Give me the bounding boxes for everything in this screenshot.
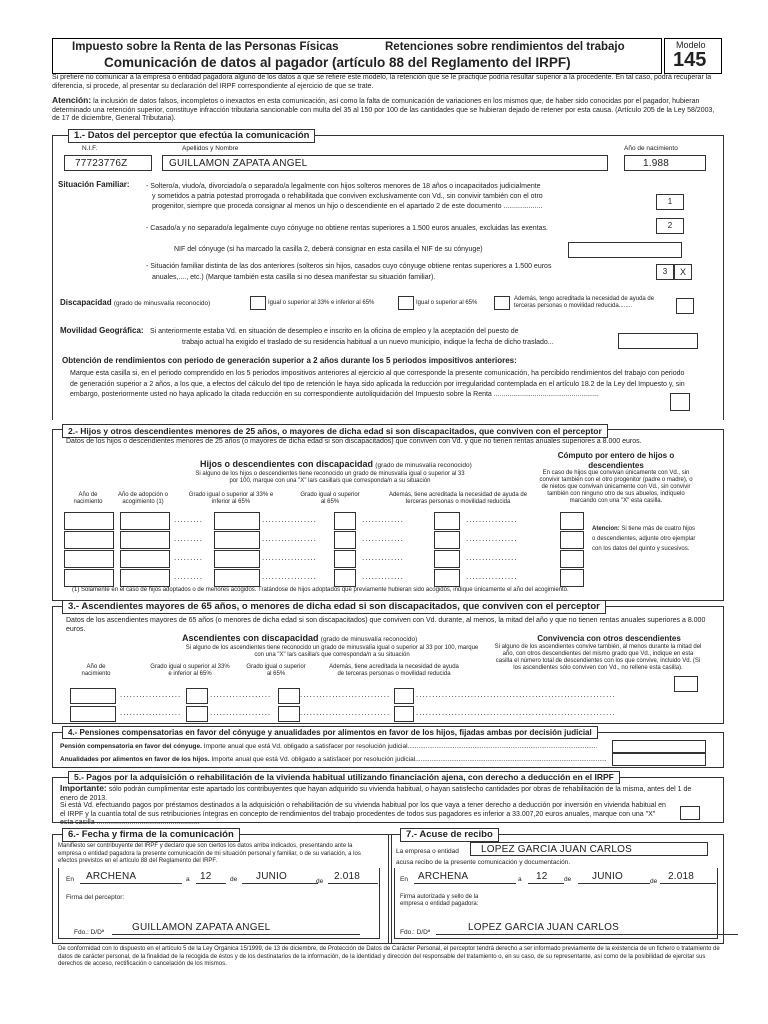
- sec3-dots: ..............................................................: [416, 708, 616, 717]
- sit3-line1: - Situación familiar distinta de las dos anteriores (solteros sin hijos, casados cuyo cónyuge obtiene rentas superiores a 1.500 euros: [146, 263, 552, 270]
- sec3-33-checkbox[interactable]: [186, 688, 208, 704]
- sit3-checkbox[interactable]: X: [674, 264, 692, 280]
- disc-33-label: Igual o superior al 33% e inferior al 65%: [268, 300, 375, 306]
- sec2-adoption-year-field[interactable]: [120, 550, 170, 568]
- sec2-ayuda-checkbox[interactable]: [434, 550, 460, 568]
- sec2-adoption-year-field[interactable]: [120, 569, 170, 587]
- header-subtitle: Comunicación de datos al pagador (artículo 88 del Reglamento del IRPF): [104, 55, 571, 70]
- sec6-firma-label: Firma del perceptor:: [66, 894, 125, 901]
- sec6-de-label-1: de: [230, 876, 238, 883]
- sit1-line1: - Soltero/a, viudo/a, divorciado/a o separado/a legalmente con hijos solteros menores de 18 años o incapacitados judicialmente: [146, 183, 541, 190]
- nif-conyuge-field[interactable]: [568, 242, 682, 258]
- sec7-signer-field[interactable]: LOPEZ GARCIA JUAN CARLOS: [436, 922, 738, 935]
- sec7-de-label-2: de: [650, 878, 658, 885]
- sec2-dots: ................: [466, 515, 518, 524]
- sec6-year-field[interactable]: 2.018: [328, 871, 378, 884]
- sec3-dots: ...................: [120, 690, 182, 699]
- sec7-month-field[interactable]: JUNIO: [578, 871, 650, 884]
- sec3-disc-head: [182, 634, 417, 644]
- sec7-acuse-text: acusa recibo de la presente comunicación y documentación.: [396, 859, 571, 866]
- sec2-65-checkbox[interactable]: [334, 512, 356, 530]
- sec3-ayuda-checkbox[interactable]: [394, 706, 414, 722]
- sec4-row2-text: Importe anual que está Vd. obligado a satisfacer por resolución judicial..........................................................................................................: [211, 756, 607, 763]
- sec4-row2-label: Anualidades por alimentos en favor de los hijos.: [60, 756, 210, 763]
- sec2-computo-head: Cómputo por entero de hijos o descendientes: [557, 451, 675, 470]
- sec2-intro: Datos de los hijos o descendientes menores de 25 años (o mayores de dicha edad si son discapacitados) que conviven con Vd. y que no tienen rentas anuales superiores a 8.000 euros.: [66, 438, 642, 445]
- pension-field[interactable]: [612, 740, 706, 753]
- sit2-checkbox[interactable]: 2: [656, 218, 684, 234]
- sec7-title: 7.- Acuse de recibo: [400, 828, 499, 842]
- sec2-dots: .................: [262, 534, 317, 543]
- sec7-day-field[interactable]: 12: [528, 871, 564, 884]
- sec2-dots: .............: [362, 553, 404, 562]
- sec3-65-checkbox[interactable]: [278, 688, 300, 704]
- sec2-col-33: Grado igual o superior al 33% e inferior al 65%: [188, 492, 274, 505]
- sec2-disc-head: [200, 460, 472, 470]
- sec2-ayuda-checkbox[interactable]: [434, 569, 460, 587]
- sec4-row1: [60, 743, 597, 751]
- sec6-en-label: En: [66, 876, 74, 883]
- sec6-a-label: a: [186, 876, 190, 883]
- sec2-dots: .........: [174, 553, 204, 562]
- sit1-line2: y sometidos a patria potestad prorrogada o rehabilitada que conviven exclusivamente con Vd., sin convivir también con el otro: [152, 193, 543, 200]
- sec2-dots: .................: [262, 515, 317, 524]
- intro-text: Si prefiere no comunicar a la empresa o entidad pagadora alguno de los datos a que se refiere este modelo, la retención que se le practique podría resultar superior a la procedente. En tal caso, podrá recuperar la diferencia, si procede, al presentar su declaración del IRPF correspondiente al ejercicio de que se trate.: [52, 74, 712, 90]
- obtencion-text: Marque esta casilla si, en el periodo comprendido en los 5 periodos impositivos anteriores al ejercicio al que corresponde la presente comunicación, ha percibido rendimientos del trabajo con periodo de generación superior a 2 años, a los que, a efectos del cálculo del tipo de retención le haya sido aplicada la reducción por irregularidad contemplada en el artículo 18.2 de la Ley del Impuesto y, sin embargo, posteriormente usted no haya aplicado la citada reducción en su correspondiente autoliquidación del Impuesto sobre la Renta ......................................................: [70, 370, 685, 398]
- sec2-dots: .................: [262, 572, 317, 581]
- sec2-title: 2.- Hijos y otros descendientes menores de 25 años, o mayores de dicha edad si son discapacitados, que conviven con el perceptor: [62, 424, 608, 438]
- disc-ayuda-label: Además, tengo acreditada la necesidad de ayuda de terceras personas o movilidad reducida........: [514, 296, 655, 309]
- sec3-col-65: Grado igual o superior al 65%: [246, 664, 306, 677]
- sec3-33-checkbox[interactable]: [186, 706, 208, 722]
- movilidad-label: Movilidad Geográfica:: [60, 326, 144, 335]
- sec2-33-checkbox[interactable]: [214, 512, 260, 530]
- sec7-year-field[interactable]: 2.018: [660, 871, 716, 884]
- sec1-title: 1.- Datos del perceptor que efectúa la comunicación: [68, 129, 315, 143]
- modelo-label: Modelo: [676, 40, 706, 50]
- sec6-city-field[interactable]: ARCHENA: [80, 871, 182, 884]
- sec4-title: 4.- Pensiones compensatorias en favor del cónyuge y anualidades por alimentos en favor de los hijos, fijadas ambas por decisión judicial: [62, 726, 598, 739]
- sec7-de-label-1: de: [564, 876, 572, 883]
- sec6-month-field[interactable]: JUNIO: [242, 871, 318, 884]
- sec2-computo-checkbox[interactable]: [560, 531, 584, 549]
- birth-field[interactable]: 1.988: [624, 155, 706, 171]
- sec5-importante: [60, 784, 706, 803]
- sec2-disc-head-title: Hijos o descendientes con discapacidad: [200, 459, 374, 469]
- sec2-65-checkbox[interactable]: [334, 531, 356, 549]
- sec2-dots: .........: [174, 534, 204, 543]
- sec2-computo-checkbox[interactable]: [560, 512, 584, 530]
- sec7-fdo-label: Fdo.: D/Dª: [400, 929, 431, 936]
- sec2-dots: ................: [466, 534, 518, 543]
- sec2-footnote: (1) Solamente en el caso de hijos adoptados o de menores acogidos. Tratándose de hijos adoptados que previamente hubieran sido acogidos, indique únicamente el año del acogimiento.: [72, 587, 569, 593]
- sec2-ayuda-checkbox[interactable]: [434, 531, 460, 549]
- sec3-dots: ............................: [300, 690, 391, 699]
- sec2-atencion-label: Atencion:: [592, 526, 620, 532]
- nif-label: N.I.F.: [82, 145, 98, 152]
- sec6-title: 6.- Fecha y firma de la comunicación: [62, 828, 240, 842]
- obtencion-title: Obtención de rendimientos con periodo de generación superior a 2 años durante los 5 periodos impositivos anteriores:: [62, 356, 517, 365]
- sec2-dots: .............: [362, 572, 404, 581]
- sec2-disc-head-sub: (grado de minusvalía reconocido): [375, 462, 472, 469]
- sec2-ayuda-checkbox[interactable]: [434, 512, 460, 530]
- situacion-label: Situación Familiar:: [58, 180, 130, 189]
- sec2-dots: .........: [174, 515, 204, 524]
- sec2-adoption-year-field[interactable]: [120, 512, 170, 530]
- header-title-left: Impuesto sobre la Renta de las Personas Físicas: [72, 41, 339, 53]
- sit1-line3: progenitor, siempre que proceda consignar al menos un hijo o descendiente en el apartado 2 de este documento ....................: [152, 203, 543, 210]
- sec3-dots: ...................: [210, 708, 272, 717]
- discapacidad-label: Discapacidad: [60, 298, 112, 307]
- sec2-dots: ................: [466, 553, 518, 562]
- sec3-intro: Datos de los ascendientes mayores de 65 años (o menores de dicha edad si son discapacitados) que conviven con Vd. durante, al menos, la mitad del año y que no tienen rentas anuales superiores a 8.000 euros.: [66, 617, 706, 633]
- sec2-33-checkbox[interactable]: [214, 569, 260, 587]
- sec2-65-checkbox[interactable]: [334, 569, 356, 587]
- nif-conyuge-label: NIF del cónyuge (si ha marcado la casilla 2, deberá consignar en esta casilla el NIF de su cónyuge): [174, 246, 483, 253]
- name-field[interactable]: GUILLAMON ZAPATA ANGEL: [162, 155, 608, 171]
- sec2-33-checkbox[interactable]: [214, 531, 260, 549]
- sec3-disc-note: Si alguno de los ascendientes tiene reconocido un grado de minusvalía igual o superior al 33 por 100, marque con una "X" la/s casilla/s que corresponda/n a su situación: [185, 645, 479, 658]
- sec3-dots: ..............................................................: [416, 690, 616, 699]
- sec3-conv-note: Si alguno de los ascendientes convive también, al menos durante la mitad del año, con otros descendientes del mismo grado que Vd., indique en esta casilla el número total de descendientes con los que convive, incluido Vd. (Si los ascendientes sólo conviven con Vd., no rellene esta casilla).: [494, 644, 702, 671]
- sec2-dots: .............: [362, 534, 404, 543]
- sec3-birth-year-field[interactable]: [70, 688, 116, 704]
- sec3-birth-year-field[interactable]: [70, 706, 116, 722]
- sec2-computo-checkbox[interactable]: [560, 550, 584, 568]
- sec2-dots: .................: [262, 553, 317, 562]
- sec3-conv-count-field[interactable]: [674, 676, 698, 692]
- atencion-label: Atención:: [52, 95, 92, 105]
- sec2-computo-note: En caso de hijos que convivan únicamente con Vd., sin convivir también con el otro progenitor (padre o madre), o de nietos que convivan únicamente con Vd., sin convivir también con ninguno otro de sus abuelos, indíquelo marcando con una "X" esta casilla.: [539, 470, 693, 504]
- sec4-row1-text: Importe anual que está Vd. obligado a satisfacer por resolución judicial.........................................................................................................: [203, 743, 598, 750]
- sec3-dots: ...................: [120, 708, 182, 717]
- sec5-title: 5.- Pagos por la adquisición o rehabilitación de la vivienda habitual utilizando financiación ajena, con derecho a deducción en el IRPF: [68, 771, 620, 784]
- sit2-text: - Casado/a y no separado/a legalmente cuyo cónyuge no obtiene rentas superiores a 1.500 euros anuales, excluidas las exentas.: [146, 225, 548, 232]
- nif-field[interactable]: 77723776Z: [64, 155, 152, 171]
- sec2-computo-checkbox[interactable]: [560, 569, 584, 587]
- sec3-disc-head-sub: (grado de minusvalía reconocido): [320, 636, 418, 643]
- atencion-block: [52, 96, 722, 124]
- sec2-atencion: [592, 524, 696, 554]
- sec6-fdo-label: Fdo.: D/Dª: [74, 929, 105, 936]
- sec6-day-field[interactable]: 12: [196, 871, 226, 884]
- disc-ayuda-mark[interactable]: [676, 298, 694, 314]
- sec2-dots: .........: [174, 572, 204, 581]
- sec2-birth-year-field[interactable]: [64, 512, 114, 530]
- sec3-dots: ............................: [300, 708, 391, 717]
- birth-label: Año de nacimiento: [624, 145, 678, 152]
- sec2-disc-note: Si alguno de los hijos o descendientes tiene reconocido un grado de minusvalía igual o superior al 33 por 100, marque con una "X" la/s casilla/s que corresponda/n a su situación: [195, 471, 465, 484]
- sec3-col-nac: Año de nacimiento: [81, 664, 111, 677]
- atencion-text: la inclusión de datos falsos, incompletos o inexactos en esta comunicación, así como la falta de comunicación de variaciones en los mismos que, de haber sido conocidas por el pagador, hubieran determinado una retención superior, constituye infracción tributaria sancionable con multa del 35 al 150 por 100 de las cantidades que se hubieran dejado de retener por esta causa. (Artículo 205 de la Ley 58/2003, de 17 de diciembre, General Tributaria).: [52, 98, 715, 123]
- sec5-importante-label: Importante:: [60, 783, 107, 793]
- sec3-title: 3.- Ascendientes mayores de 65 años, o menores de dicha edad si son discapacitados, que conviven con el perceptor: [62, 600, 606, 614]
- sec2-col-ayuda: Además, tiene acreditada la necesidad de ayuda de terceras personas o movilidad reducida: [388, 492, 528, 505]
- sec6-de-label-2: de: [316, 878, 324, 885]
- discapacidad-sub: (grado de minusvalía reconocido): [113, 300, 211, 307]
- sec7-entity-label: La empresa o entidad: [396, 848, 459, 855]
- sec3-col-33: Grado igual o superior al 33% e inferior al 65%: [150, 664, 230, 677]
- anualidades-field[interactable]: [612, 753, 706, 766]
- sit3-line2: anuales,...., etc.) (Marque también esta casilla si no desea manifestar su situación familiar).: [152, 274, 436, 281]
- sec7-a-label: a: [518, 876, 522, 883]
- sec7-en-label: En: [400, 876, 408, 883]
- sec2-dots: ................: [466, 572, 518, 581]
- sit3-number: 3: [656, 264, 674, 280]
- sec3-ayuda-checkbox[interactable]: [394, 688, 414, 704]
- sec2-dots: .............: [362, 515, 404, 524]
- footer-legal-text: De conformidad con lo dispuesto en el artículo 5 de la Ley Orgánica 15/1999, de 13 de diciembre, de Protección de Datos de Carácter Personal, el perceptor tendrá derecho a ser informado previamente de la existencia de un fichero o tratamiento de datos de carácter personal, de la finalidad de la recogida de éstos y de los destinatarios de la información, de la identidad y dirección del responsable del tratamiento o, en su caso, de su representante, así como de la posibilidad de ejercitar sus derechos de acceso, rectificación o cancelación de los mismos.: [58, 946, 720, 967]
- sec6-text: Manifiesto ser contribuyente del IRPF y declaro que son ciertos los datos arriba indicados, presentando ante la empresa o entidad pagadora la presente comunicación de mi situación personal y familiar, o de su variación, a los efectos previstos en el artículo 88 del Reglamento del IRPF.: [58, 843, 361, 864]
- discapacidad-row: [60, 298, 210, 308]
- sec2-col-nac: Año de nacimiento: [73, 492, 103, 505]
- sec2-65-checkbox[interactable]: [334, 550, 356, 568]
- movilidad-date-field[interactable]: [618, 333, 698, 349]
- header-title-right: Retenciones sobre rendimientos del trabajo: [385, 41, 625, 53]
- sec3-conv-head: Convivencia con otros descendientes: [537, 634, 681, 643]
- sec5-text: Si está Vd. efectuando pagos por préstamos destinados a la adquisición o rehabilitación de su vivienda habitual por los que vaya a tener derecho a deducción por inversión en vivienda habitual en el IRPF y la cuantía total de sus retribuciones íntegras en concepto de rendimientos del trabajo procedentes de todos sus pagadores es inferior a 33.007,20 euros anuales, marque con una "X" esta casilla .....................................................: [60, 802, 666, 827]
- sit1-checkbox[interactable]: 1: [656, 194, 684, 210]
- sec4-row2: [60, 756, 607, 764]
- sec3-65-checkbox[interactable]: [278, 706, 300, 722]
- modelo-number: 145: [673, 49, 707, 71]
- sec5-checkbox[interactable]: [680, 806, 700, 820]
- sec7-entity-field[interactable]: LOPEZ GARCIA JUAN CARLOS: [470, 842, 708, 856]
- sec6-signer-field[interactable]: GUILLAMON ZAPATA ANGEL: [112, 922, 360, 935]
- sec2-atencion-text: Si tiene más de cuatro hijos o descendientes, adjunte otro ejemplar con los datos del quinto y sucesivos.: [592, 526, 696, 552]
- sec3-col-ayuda: Además, tiene acreditada la necesidad de ayuda de terceras personas o movilidad reducida: [329, 664, 459, 677]
- movilidad-line2: trabajo actual ha exigido el traslado de su residencia habitual a un nuevo municipio, indique la fecha de dicho traslado...: [182, 339, 554, 346]
- sec2-33-checkbox[interactable]: [214, 550, 260, 568]
- name-label: Apellidos y Nombre: [182, 145, 239, 152]
- disc-ayuda-checkbox[interactable]: [494, 296, 510, 310]
- sec5-importante-text: sólo podrán cumplimentar este apartado los contribuyentes que hayan adquirido su vivienda habitual, o hayan satisfecho cantidades por obras de rehabilitación de la misma, antes del 1 de enero de 2013.: [60, 786, 692, 802]
- sec2-adoption-year-field[interactable]: [120, 531, 170, 549]
- sec2-col-adop: Año de adopción o acogimiento (1): [117, 492, 169, 505]
- sec2-birth-year-field[interactable]: [64, 569, 114, 587]
- disc-65-label: Igual o superior al 65%: [416, 300, 478, 306]
- sec7-firma-label: Firma autorizada y sello de la empresa o entidad pagadora:: [400, 894, 479, 907]
- disc-65-checkbox[interactable]: [398, 296, 414, 310]
- sec2-birth-year-field[interactable]: [64, 531, 114, 549]
- movilidad-line1: Si anteriormente estaba Vd. en situación de desempleo e inscrito en la oficina de empleo y la aceptación del puesto de: [150, 328, 519, 335]
- sec7-city-field[interactable]: ARCHENA: [414, 871, 516, 884]
- sec3-dots: ...................: [210, 690, 272, 699]
- obtencion-checkbox[interactable]: [670, 393, 690, 411]
- disc-33-checkbox[interactable]: [250, 296, 266, 310]
- sec3-disc-head-title: Ascendientes con discapacidad: [182, 633, 319, 643]
- sec4-row1-label: Pensión compensatoria en favor del cónyuge.: [60, 743, 202, 750]
- sec2-col-65: Grado igual o superior al 65%: [300, 492, 360, 505]
- sec2-birth-year-field[interactable]: [64, 550, 114, 568]
